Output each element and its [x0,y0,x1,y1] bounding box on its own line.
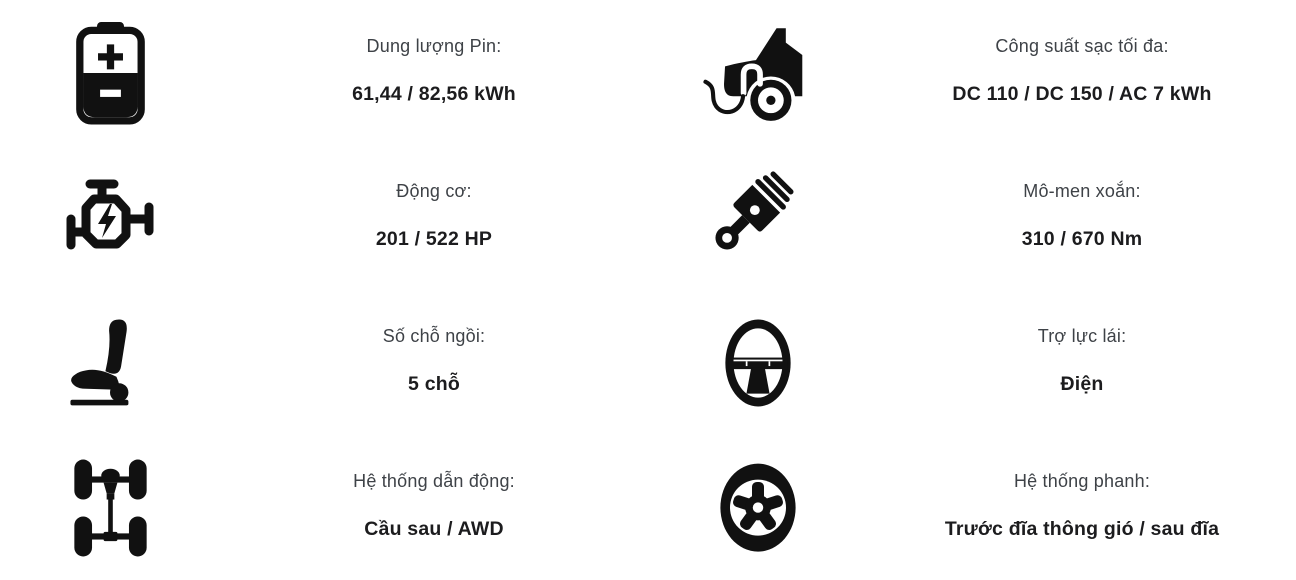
spec-value: 310 / 670 Nm [1021,227,1143,250]
spec-text-power-steering [868,326,1296,396]
spec-value: Cầu sau / AWD [364,517,504,540]
battery-icon [0,21,220,125]
spec-text-brakes [868,471,1296,541]
spec-label: Công suất sạc tối đa: [995,35,1169,56]
spec-item-charging-power [648,0,1296,145]
wheel-icon [648,454,868,562]
spec-item-battery-capacity [0,0,648,145]
spec-text-charging-power [868,36,1296,106]
spec-value: Điện [1060,372,1104,395]
spec-label: Trợ lực lái: [1037,325,1127,346]
steering-wheel-icon [648,317,868,409]
spec-label: Động cơ: [396,180,472,201]
spec-item-torque [648,145,1296,290]
spec-value: 201 / 522 HP [375,227,493,250]
spec-text-battery-capacity [220,36,648,106]
seat-icon [0,313,220,413]
spec-label: Dung lượng Pin: [366,35,502,56]
spec-label: Số chỗ ngồi: [382,325,486,346]
spec-value: DC 110 / DC 150 / AC 7 kWh [952,82,1212,105]
spec-text-drivetrain [220,471,648,541]
spec-value: 61,44 / 82,56 kWh [352,82,516,105]
engine-icon [0,175,220,261]
spec-text-engine [220,181,648,251]
spec-label: Mô-men xoắn: [1023,180,1141,201]
spec-item-brakes [648,435,1296,580]
spec-item-drivetrain [0,435,648,580]
piston-icon [648,168,868,268]
spec-value: 5 chỗ [408,372,460,395]
spec-text-torque [868,181,1296,251]
spec-label: Hệ thống dẫn động: [353,470,515,491]
car-charging-icon [648,21,868,124]
spec-item-engine [0,145,648,290]
spec-label: Hệ thống phanh: [1013,470,1151,491]
spec-text-seats [220,326,648,396]
spec-item-power-steering [648,290,1296,435]
spec-item-seats [0,290,648,435]
drivetrain-icon [0,458,220,558]
spec-value: Trước đĩa thông gió / sau đĩa [944,517,1220,540]
